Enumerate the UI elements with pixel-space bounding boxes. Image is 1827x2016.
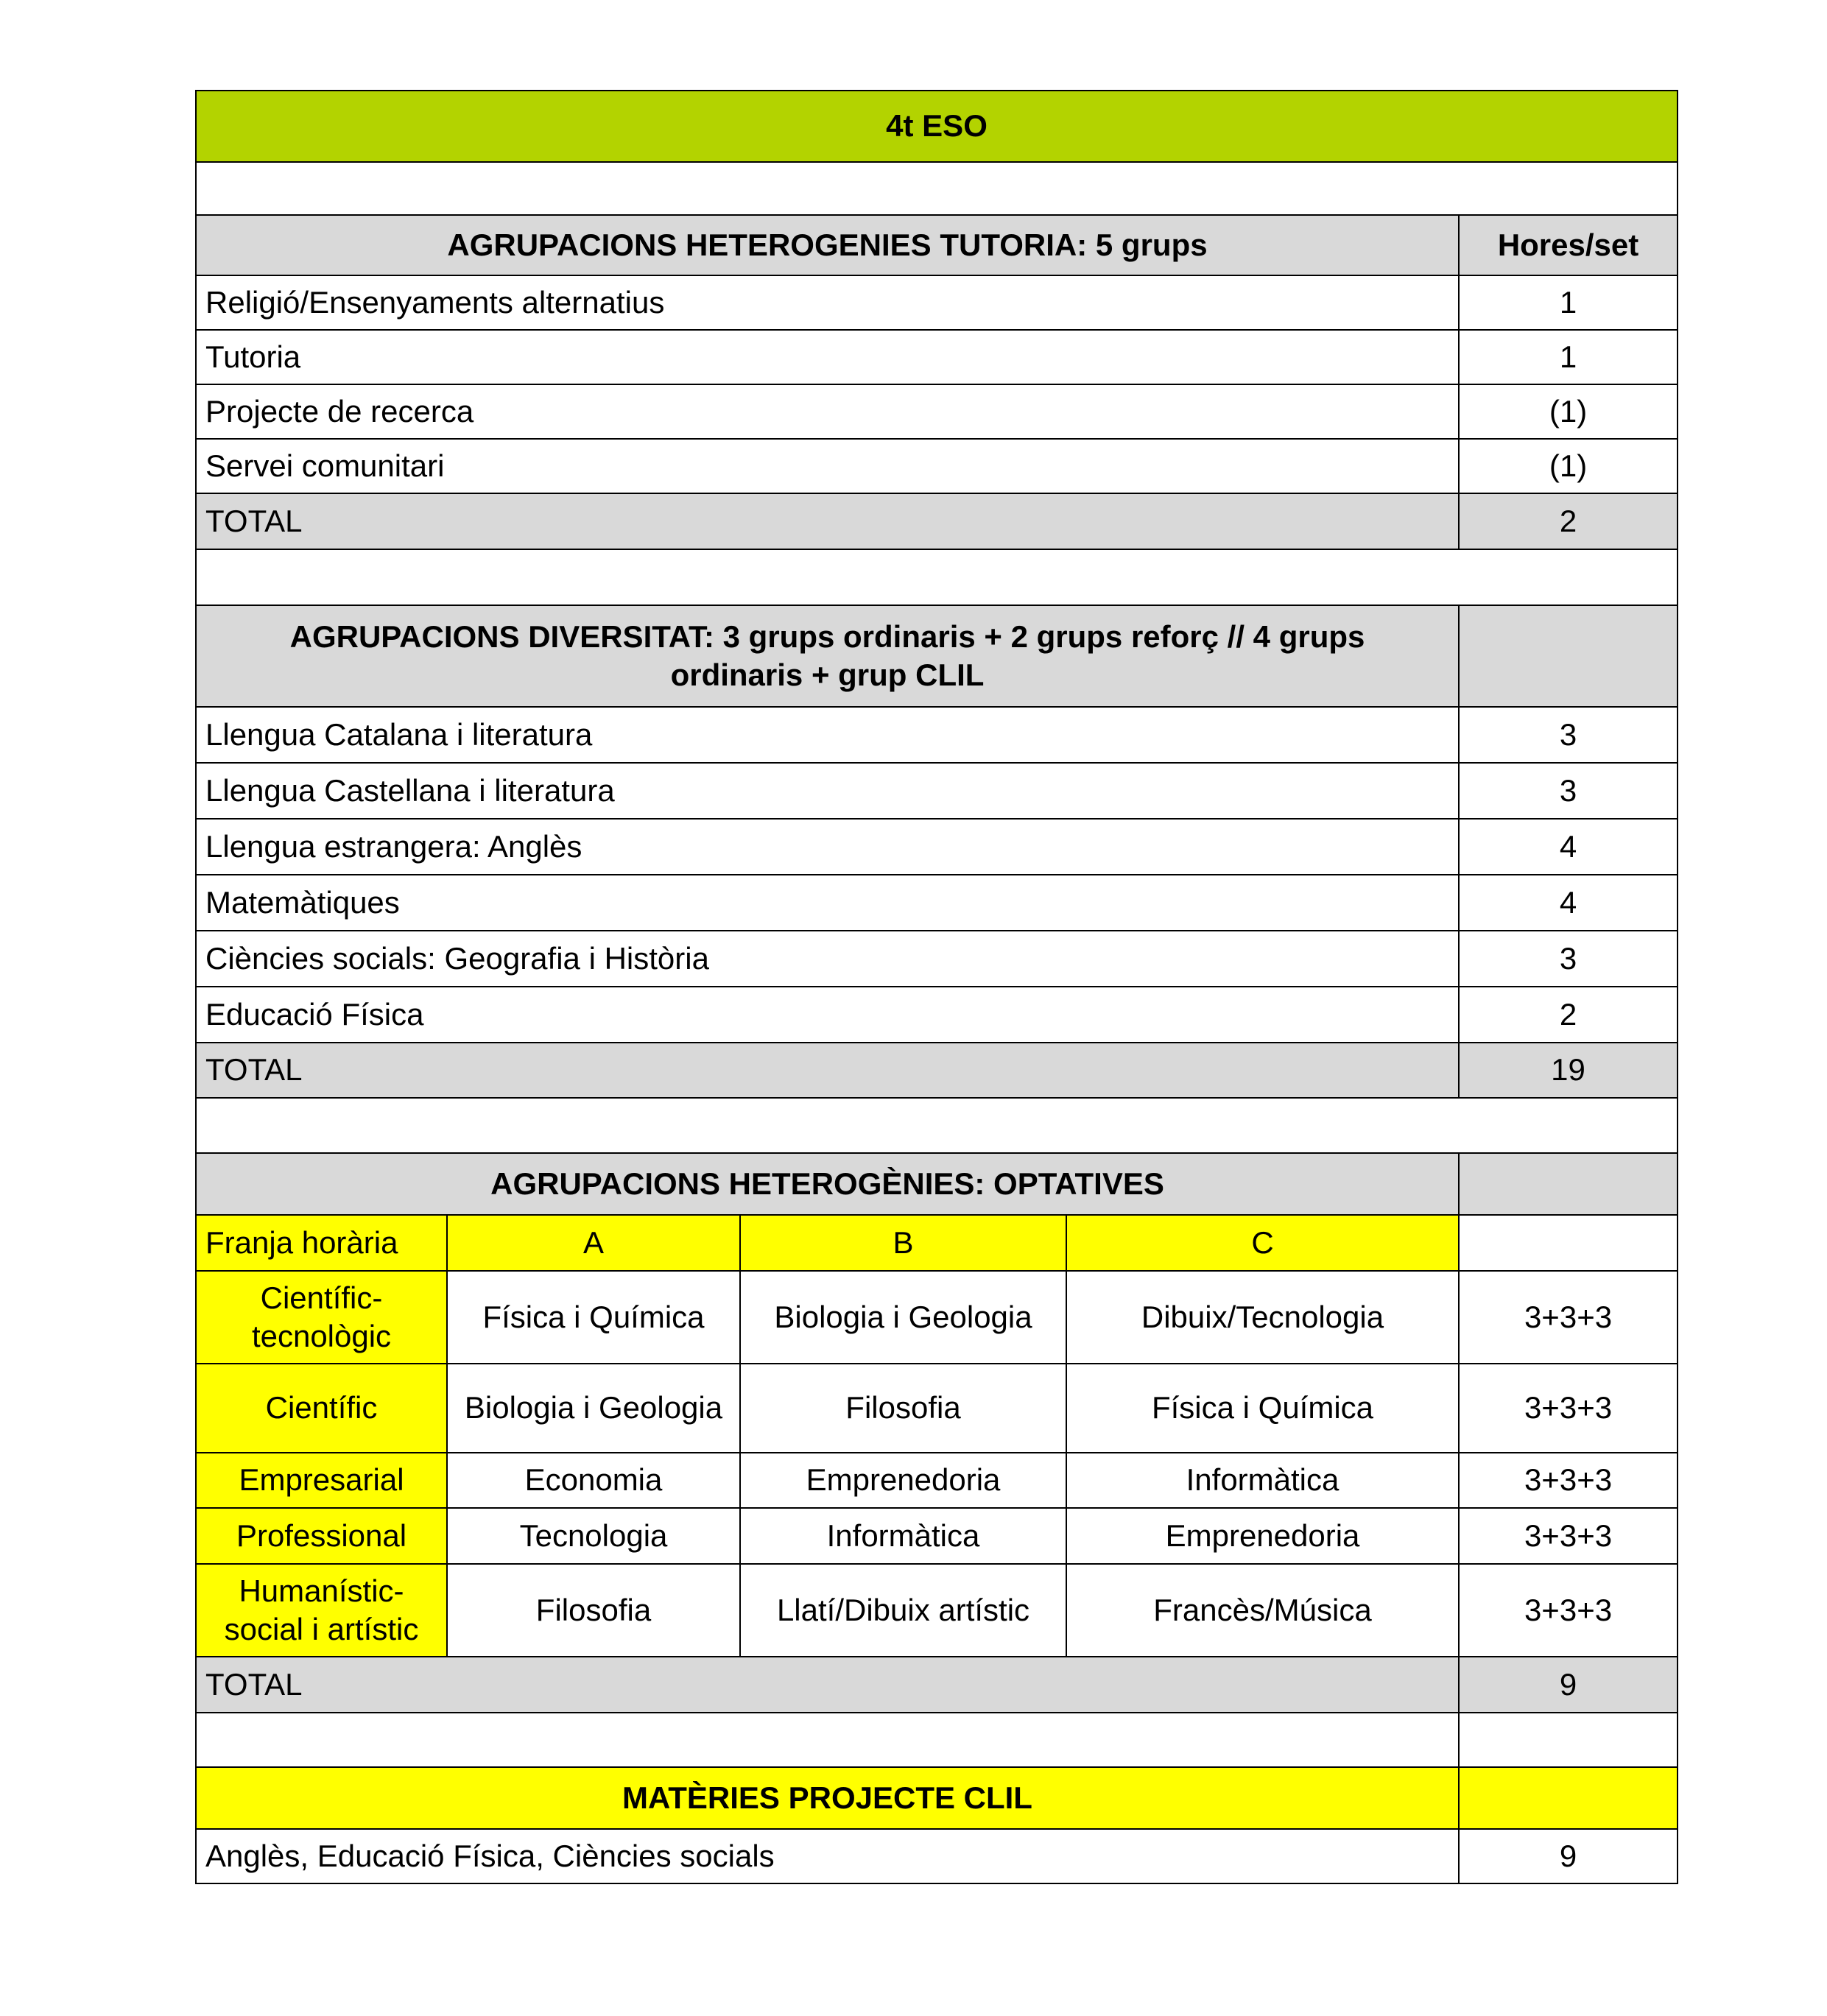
total-row [196, 493, 1678, 549]
section2-header: AGRUPACIONS DIVERSITAT: 3 grups ordinaris + 2 grups reforç // 4 grups ordinaris + grup CLIL [196, 605, 1459, 707]
option-c-cell: Informàtica [1066, 1453, 1459, 1508]
subject-cell: Llengua estrangera: Anglès [196, 819, 1459, 875]
table-row [196, 931, 1678, 987]
option-c-cell: Francès/Música [1066, 1564, 1459, 1657]
total-row [196, 1657, 1678, 1713]
schedule-table [195, 90, 1678, 1884]
spacer-row [196, 162, 1678, 215]
table-row [196, 1271, 1678, 1364]
subject-cell: Anglès, Educació Física, Ciències socials [196, 1829, 1459, 1883]
table-row [196, 987, 1678, 1043]
option-a-cell: Biologia i Geologia [447, 1364, 740, 1453]
hours-cell: (1) [1459, 439, 1678, 493]
option-b-cell: Filosofia [740, 1364, 1066, 1453]
spacer-row [196, 1098, 1678, 1153]
empty-cell [1459, 1713, 1678, 1767]
table-row [196, 1829, 1678, 1883]
hours-cell: 3 [1459, 763, 1678, 819]
column-header-b: B [740, 1215, 1066, 1271]
column-header-c: C [1066, 1215, 1459, 1271]
table-row [196, 819, 1678, 875]
hours-cell: 3+3+3 [1459, 1508, 1678, 1564]
empty-cell [1459, 1215, 1678, 1271]
table-row [196, 439, 1678, 493]
subject-cell: Religió/Ensenyaments alternatius [196, 275, 1459, 330]
total-label: TOTAL [196, 1657, 1459, 1713]
option-a-cell: Física i Química [447, 1271, 740, 1364]
page-title: 4t ESO [196, 91, 1678, 162]
hours-cell: 3 [1459, 931, 1678, 987]
column-header-franja: Franja horària [196, 1215, 447, 1271]
subject-cell: Projecte de recerca [196, 384, 1459, 439]
subject-cell: Tutoria [196, 330, 1459, 384]
subject-cell: Llengua Catalana i literatura [196, 707, 1459, 763]
table-row [196, 763, 1678, 819]
table-row [196, 1453, 1678, 1508]
empty-header-cell [1459, 1153, 1678, 1215]
hours-cell: 1 [1459, 275, 1678, 330]
table-row [196, 875, 1678, 931]
path-cell: Empresarial [196, 1453, 447, 1508]
path-cell: Professional [196, 1508, 447, 1564]
hours-cell: 3+3+3 [1459, 1453, 1678, 1508]
hours-cell: 4 [1459, 875, 1678, 931]
option-b-cell: Llatí/Dibuix artístic [740, 1564, 1066, 1657]
spacer-row [196, 549, 1678, 605]
option-b-cell: Informàtica [740, 1508, 1066, 1564]
path-cell: Científic [196, 1364, 447, 1453]
option-a-cell: Economia [447, 1453, 740, 1508]
total-label: TOTAL [196, 493, 1459, 549]
section1-header: AGRUPACIONS HETEROGENIES TUTORIA: 5 grups [196, 215, 1459, 275]
column-header-a: A [447, 1215, 740, 1271]
hours-cell: 4 [1459, 819, 1678, 875]
hours-cell: 2 [1459, 987, 1678, 1043]
total-row [196, 1043, 1678, 1098]
total-value: 19 [1459, 1043, 1678, 1098]
subject-cell: Ciències socials: Geografia i Història [196, 931, 1459, 987]
section3-header: AGRUPACIONS HETEROGÈNIES: OPTATIVES [196, 1153, 1459, 1215]
section4-header: MATÈRIES PROJECTE CLIL [196, 1767, 1459, 1829]
table-row [196, 384, 1678, 439]
option-c-cell: Física i Química [1066, 1364, 1459, 1453]
option-a-cell: Filosofia [447, 1564, 740, 1657]
hours-cell: 3+3+3 [1459, 1564, 1678, 1657]
hours-column-header: Hores/set [1459, 215, 1678, 275]
path-cell: Científic-tecnològic [196, 1271, 447, 1364]
table-row [196, 707, 1678, 763]
table-row [196, 1564, 1678, 1657]
total-value: 2 [1459, 493, 1678, 549]
hours-cell: 1 [1459, 330, 1678, 384]
empty-header-cell [1459, 605, 1678, 707]
hours-cell: 3+3+3 [1459, 1271, 1678, 1364]
table-row [196, 1364, 1678, 1453]
hours-cell: 3+3+3 [1459, 1364, 1678, 1453]
total-label: TOTAL [196, 1043, 1459, 1098]
hours-cell: (1) [1459, 384, 1678, 439]
spacer-row [196, 1713, 1459, 1767]
option-b-cell: Emprenedoria [740, 1453, 1066, 1508]
table-row [196, 1508, 1678, 1564]
table-row [196, 330, 1678, 384]
option-c-cell: Dibuix/Tecnologia [1066, 1271, 1459, 1364]
subject-cell: Servei comunitari [196, 439, 1459, 493]
empty-header-cell [1459, 1767, 1678, 1829]
option-a-cell: Tecnologia [447, 1508, 740, 1564]
subject-cell: Educació Física [196, 987, 1459, 1043]
table-row [196, 275, 1678, 330]
hours-cell: 9 [1459, 1829, 1678, 1883]
path-cell: Humanístic-social i artístic [196, 1564, 447, 1657]
subject-cell: Llengua Castellana i literatura [196, 763, 1459, 819]
option-c-cell: Emprenedoria [1066, 1508, 1459, 1564]
subject-cell: Matemàtiques [196, 875, 1459, 931]
total-value: 9 [1459, 1657, 1678, 1713]
hours-cell: 3 [1459, 707, 1678, 763]
option-b-cell: Biologia i Geologia [740, 1271, 1066, 1364]
column-header-row [196, 1215, 1678, 1271]
